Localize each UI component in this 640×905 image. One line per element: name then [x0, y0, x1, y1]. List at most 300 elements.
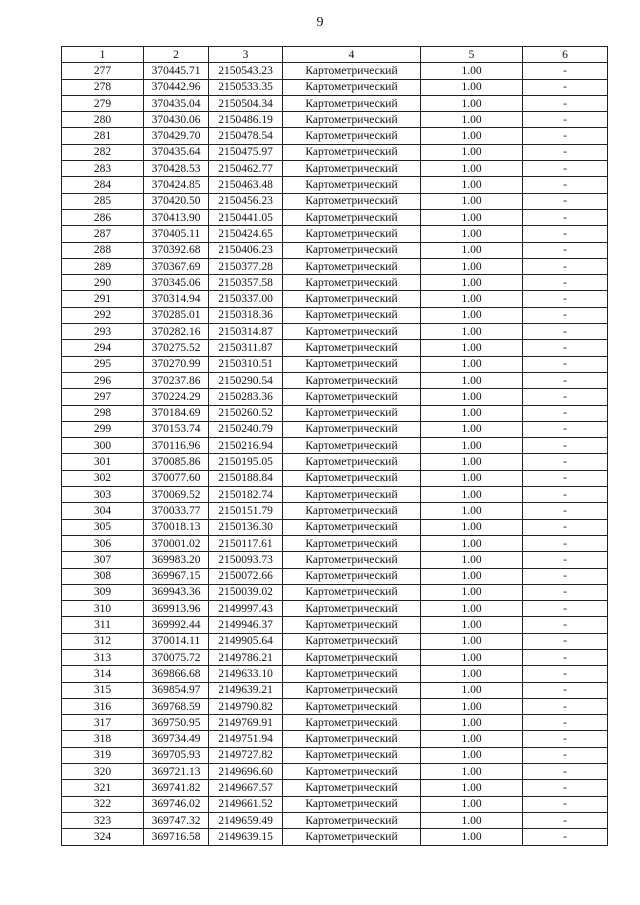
table-row: [62, 291, 608, 307]
table-cell: Картометрический: [283, 275, 421, 291]
table-row: [62, 438, 608, 454]
table-cell: -: [523, 552, 608, 568]
table-cell: 304: [62, 503, 144, 519]
table-cell: 1.00: [421, 324, 523, 340]
table-cell: 2150240.79: [209, 421, 283, 437]
table-cell: 1.00: [421, 438, 523, 454]
table-cell: 315: [62, 682, 144, 698]
table-cell: -: [523, 568, 608, 584]
table-cell: -: [523, 470, 608, 486]
table-cell: 2150260.52: [209, 405, 283, 421]
table-row: [62, 601, 608, 617]
table-cell: 310: [62, 601, 144, 617]
table-cell: -: [523, 340, 608, 356]
table-cell: 1.00: [421, 79, 523, 95]
table-cell: 369983.20: [144, 552, 209, 568]
table-cell: 308: [62, 568, 144, 584]
table-cell: -: [523, 633, 608, 649]
table-cell: -: [523, 780, 608, 796]
table-cell: 1.00: [421, 649, 523, 665]
table-cell: Картометрический: [283, 780, 421, 796]
table-cell: 322: [62, 796, 144, 812]
table-row: [62, 63, 608, 79]
table-cell: 1.00: [421, 405, 523, 421]
table-cell: -: [523, 519, 608, 535]
table-cell: 2150283.36: [209, 389, 283, 405]
table-cell: Картометрический: [283, 177, 421, 193]
table-cell: 2149661.52: [209, 796, 283, 812]
table-cell: 2150377.28: [209, 258, 283, 274]
table-cell: Картометрический: [283, 633, 421, 649]
table-cell: 313: [62, 649, 144, 665]
table-cell: 370430.06: [144, 112, 209, 128]
table-cell: 1.00: [421, 291, 523, 307]
table-cell: Картометрический: [283, 258, 421, 274]
table-cell: 370429.70: [144, 128, 209, 144]
table-cell: 2150182.74: [209, 487, 283, 503]
table-cell: 279: [62, 95, 144, 111]
table-cell: -: [523, 144, 608, 160]
table-cell: 1.00: [421, 780, 523, 796]
table-row: [62, 389, 608, 405]
table-cell: 1.00: [421, 226, 523, 242]
table-cell: 2149659.49: [209, 812, 283, 828]
table-cell: 369741.82: [144, 780, 209, 796]
table-cell: 2149696.60: [209, 764, 283, 780]
table-cell: 312: [62, 633, 144, 649]
table-cell: 370001.02: [144, 535, 209, 551]
table-row: [62, 698, 608, 714]
table-cell: Картометрический: [283, 731, 421, 747]
table-cell: 311: [62, 617, 144, 633]
table-cell: 2149727.82: [209, 747, 283, 763]
table-cell: 2150463.48: [209, 177, 283, 193]
table-cell: 370116.96: [144, 438, 209, 454]
table-row: [62, 764, 608, 780]
table-cell: Картометрический: [283, 454, 421, 470]
table-cell: 370413.90: [144, 209, 209, 225]
table-cell: -: [523, 275, 608, 291]
table-cell: 317: [62, 715, 144, 731]
table-cell: 2149786.21: [209, 649, 283, 665]
table-row: [62, 161, 608, 177]
table-cell: 2150310.51: [209, 356, 283, 372]
table-cell: -: [523, 209, 608, 225]
table-cell: Картометрический: [283, 438, 421, 454]
table-row: [62, 487, 608, 503]
table-cell: -: [523, 812, 608, 828]
table-cell: Картометрический: [283, 291, 421, 307]
table-cell: 286: [62, 209, 144, 225]
table-cell: 299: [62, 421, 144, 437]
table-header: [62, 47, 608, 63]
table-cell: 294: [62, 340, 144, 356]
table-cell: 1.00: [421, 503, 523, 519]
column-header: 4: [283, 47, 421, 63]
table-cell: Картометрический: [283, 372, 421, 388]
table-cell: Картометрический: [283, 715, 421, 731]
table-cell: 370224.29: [144, 389, 209, 405]
table-cell: 316: [62, 698, 144, 714]
table-cell: Картометрический: [283, 389, 421, 405]
table-cell: -: [523, 438, 608, 454]
table-row: [62, 128, 608, 144]
table-cell: 370424.85: [144, 177, 209, 193]
table-cell: 1.00: [421, 193, 523, 209]
table-row: [62, 666, 608, 682]
table-row: [62, 454, 608, 470]
table-cell: 2150072.66: [209, 568, 283, 584]
table-row: [62, 421, 608, 437]
table-cell: 370405.11: [144, 226, 209, 242]
table-cell: -: [523, 193, 608, 209]
table-cell: -: [523, 454, 608, 470]
table-row: [62, 340, 608, 356]
table-cell: 2150475.97: [209, 144, 283, 160]
table-cell: 2150533.35: [209, 79, 283, 95]
table-cell: 2150504.34: [209, 95, 283, 111]
table-cell: 307: [62, 552, 144, 568]
table-cell: -: [523, 535, 608, 551]
table-cell: 309: [62, 584, 144, 600]
table-cell: 302: [62, 470, 144, 486]
table-cell: 2149905.64: [209, 633, 283, 649]
table-cell: 2150039.02: [209, 584, 283, 600]
table-cell: Картометрический: [283, 307, 421, 323]
table-cell: Картометрический: [283, 487, 421, 503]
table-row: [62, 747, 608, 763]
table-cell: 1.00: [421, 747, 523, 763]
table-cell: 2149639.21: [209, 682, 283, 698]
table-cell: 1.00: [421, 389, 523, 405]
table-cell: 1.00: [421, 209, 523, 225]
table-cell: -: [523, 405, 608, 421]
table-cell: 1.00: [421, 519, 523, 535]
table-cell: Картометрический: [283, 226, 421, 242]
table-cell: -: [523, 291, 608, 307]
table-cell: 1.00: [421, 812, 523, 828]
table-cell: Картометрический: [283, 112, 421, 128]
table-cell: Картометрический: [283, 128, 421, 144]
table-cell: Картометрический: [283, 584, 421, 600]
coordinates-table: [61, 46, 608, 846]
table-cell: 1.00: [421, 601, 523, 617]
table-cell: 1.00: [421, 63, 523, 79]
table-cell: 1.00: [421, 552, 523, 568]
table-cell: 314: [62, 666, 144, 682]
table-cell: 370285.01: [144, 307, 209, 323]
table-cell: 369734.49: [144, 731, 209, 747]
table-cell: 2150216.94: [209, 438, 283, 454]
table-cell: Картометрический: [283, 764, 421, 780]
table-cell: Картометрический: [283, 649, 421, 665]
table-cell: Картометрический: [283, 552, 421, 568]
table-cell: Картометрический: [283, 209, 421, 225]
table-cell: 2150195.05: [209, 454, 283, 470]
table-row: [62, 193, 608, 209]
table-row: [62, 226, 608, 242]
table-cell: 2150337.00: [209, 291, 283, 307]
table-cell: 369716.58: [144, 829, 209, 845]
table-cell: 2150462.77: [209, 161, 283, 177]
table-cell: Картометрический: [283, 535, 421, 551]
table-cell: 370428.53: [144, 161, 209, 177]
table-cell: 369854.97: [144, 682, 209, 698]
table-cell: 305: [62, 519, 144, 535]
table-cell: 370033.77: [144, 503, 209, 519]
table-cell: Картометрический: [283, 340, 421, 356]
table-row: [62, 209, 608, 225]
table-cell: 370237.86: [144, 372, 209, 388]
table-row: [62, 112, 608, 128]
table-cell: 287: [62, 226, 144, 242]
table-cell: Картометрический: [283, 698, 421, 714]
column-header: 2: [144, 47, 209, 63]
table-cell: -: [523, 177, 608, 193]
table-cell: 1.00: [421, 666, 523, 682]
table-cell: 370345.06: [144, 275, 209, 291]
table-row: [62, 307, 608, 323]
table-row: [62, 633, 608, 649]
table-cell: -: [523, 796, 608, 812]
table-cell: 2149633.10: [209, 666, 283, 682]
table-cell: 370282.16: [144, 324, 209, 340]
table-cell: -: [523, 487, 608, 503]
table-cell: 369866.68: [144, 666, 209, 682]
table-cell: 1.00: [421, 568, 523, 584]
table-cell: 323: [62, 812, 144, 828]
table-cell: 369747.32: [144, 812, 209, 828]
column-header: 6: [523, 47, 608, 63]
table-cell: 1.00: [421, 682, 523, 698]
table-cell: 298: [62, 405, 144, 421]
table-cell: 2150117.61: [209, 535, 283, 551]
table-cell: 2150318.36: [209, 307, 283, 323]
table-cell: 290: [62, 275, 144, 291]
table-cell: 2150151.79: [209, 503, 283, 519]
table-cell: 1.00: [421, 617, 523, 633]
table-row: [62, 617, 608, 633]
table-cell: 318: [62, 731, 144, 747]
table-cell: 1.00: [421, 356, 523, 372]
table-cell: 369943.36: [144, 584, 209, 600]
table-cell: 1.00: [421, 829, 523, 845]
table-cell: -: [523, 226, 608, 242]
table-cell: Картометрический: [283, 242, 421, 258]
table-cell: -: [523, 389, 608, 405]
table-cell: 283: [62, 161, 144, 177]
table-row: [62, 552, 608, 568]
table-cell: Картометрический: [283, 682, 421, 698]
table-cell: 1.00: [421, 112, 523, 128]
table-cell: Картометрический: [283, 405, 421, 421]
table-row: [62, 649, 608, 665]
table-cell: Картометрический: [283, 503, 421, 519]
table-row: [62, 829, 608, 845]
table-cell: 370184.69: [144, 405, 209, 421]
table-cell: 370435.04: [144, 95, 209, 111]
table-cell: 369705.93: [144, 747, 209, 763]
table-cell: 277: [62, 63, 144, 79]
table-cell: 281: [62, 128, 144, 144]
table-cell: 297: [62, 389, 144, 405]
table-cell: 2150290.54: [209, 372, 283, 388]
table-cell: 369746.02: [144, 796, 209, 812]
table-row: [62, 144, 608, 160]
table-cell: 285: [62, 193, 144, 209]
table-cell: 370018.13: [144, 519, 209, 535]
table-cell: 1.00: [421, 535, 523, 551]
table-cell: 370442.96: [144, 79, 209, 95]
table-cell: 1.00: [421, 633, 523, 649]
table-cell: 282: [62, 144, 144, 160]
table-cell: 301: [62, 454, 144, 470]
table-cell: 369768.59: [144, 698, 209, 714]
table-cell: 1.00: [421, 764, 523, 780]
table-row: [62, 715, 608, 731]
table-cell: 370445.71: [144, 63, 209, 79]
table-row: [62, 535, 608, 551]
table-cell: -: [523, 242, 608, 258]
table-cell: 370077.60: [144, 470, 209, 486]
table-cell: -: [523, 584, 608, 600]
table-cell: 1.00: [421, 487, 523, 503]
table-cell: 2150478.54: [209, 128, 283, 144]
table-cell: 1.00: [421, 372, 523, 388]
table-cell: 1.00: [421, 731, 523, 747]
table-cell: -: [523, 698, 608, 714]
table-cell: 292: [62, 307, 144, 323]
table-cell: 370420.50: [144, 193, 209, 209]
table-cell: -: [523, 601, 608, 617]
table-cell: 1.00: [421, 128, 523, 144]
table-cell: 370270.99: [144, 356, 209, 372]
table-row: [62, 258, 608, 274]
table-cell: 1.00: [421, 161, 523, 177]
table-cell: 369750.95: [144, 715, 209, 731]
table-cell: -: [523, 503, 608, 519]
table-cell: 370392.68: [144, 242, 209, 258]
table-cell: 2150456.23: [209, 193, 283, 209]
table-cell: Картометрический: [283, 421, 421, 437]
table-cell: Картометрический: [283, 812, 421, 828]
table-cell: 2149639.15: [209, 829, 283, 845]
table-row: [62, 275, 608, 291]
table-cell: -: [523, 63, 608, 79]
table-cell: 1.00: [421, 584, 523, 600]
table-cell: 324: [62, 829, 144, 845]
table-cell: 284: [62, 177, 144, 193]
table-cell: Картометрический: [283, 829, 421, 845]
table-cell: 2149667.57: [209, 780, 283, 796]
column-header: 3: [209, 47, 283, 63]
table-cell: 369992.44: [144, 617, 209, 633]
table-cell: 1.00: [421, 177, 523, 193]
table-row: [62, 356, 608, 372]
table-row: [62, 584, 608, 600]
table-cell: Картометрический: [283, 796, 421, 812]
table-cell: -: [523, 747, 608, 763]
table-cell: 278: [62, 79, 144, 95]
table-cell: 2149790.82: [209, 698, 283, 714]
table-row: [62, 242, 608, 258]
table-cell: 2150357.58: [209, 275, 283, 291]
table-cell: 280: [62, 112, 144, 128]
table-cell: -: [523, 161, 608, 177]
table-cell: 2150093.73: [209, 552, 283, 568]
table-cell: 369967.15: [144, 568, 209, 584]
table-cell: 370075.72: [144, 649, 209, 665]
table-cell: Картометрический: [283, 79, 421, 95]
table-cell: -: [523, 356, 608, 372]
table-cell: Картометрический: [283, 601, 421, 617]
table-cell: 1.00: [421, 144, 523, 160]
table-cell: -: [523, 307, 608, 323]
page-number: 9: [316, 15, 324, 30]
table-cell: 289: [62, 258, 144, 274]
table-row: [62, 682, 608, 698]
table-cell: Картометрический: [283, 617, 421, 633]
table-cell: -: [523, 112, 608, 128]
table-cell: 370069.52: [144, 487, 209, 503]
table-cell: 319: [62, 747, 144, 763]
table-cell: 1.00: [421, 242, 523, 258]
table-cell: 1.00: [421, 275, 523, 291]
table-cell: 2149751.94: [209, 731, 283, 747]
table-cell: -: [523, 79, 608, 95]
table-cell: 1.00: [421, 340, 523, 356]
header-row: [62, 47, 608, 63]
table-cell: 295: [62, 356, 144, 372]
table-row: [62, 519, 608, 535]
table-cell: Картометрический: [283, 144, 421, 160]
table-cell: 2150311.87: [209, 340, 283, 356]
table-cell: 300: [62, 438, 144, 454]
table-cell: 2150188.84: [209, 470, 283, 486]
table-cell: 320: [62, 764, 144, 780]
table-cell: 321: [62, 780, 144, 796]
table-cell: 370085.86: [144, 454, 209, 470]
table-cell: 1.00: [421, 470, 523, 486]
table-cell: Картометрический: [283, 324, 421, 340]
table-cell: -: [523, 421, 608, 437]
column-header: 5: [421, 47, 523, 63]
table-row: [62, 568, 608, 584]
table-row: [62, 177, 608, 193]
table-cell: 2150424.65: [209, 226, 283, 242]
table-cell: -: [523, 617, 608, 633]
table-cell: Картометрический: [283, 63, 421, 79]
table-cell: 2149946.37: [209, 617, 283, 633]
table-cell: 288: [62, 242, 144, 258]
table-cell: 1.00: [421, 95, 523, 111]
table-row: [62, 812, 608, 828]
table-cell: Картометрический: [283, 519, 421, 535]
table-cell: Картометрический: [283, 470, 421, 486]
table-cell: 2150441.05: [209, 209, 283, 225]
table-row: [62, 503, 608, 519]
table-cell: 2149997.43: [209, 601, 283, 617]
table-row: [62, 780, 608, 796]
table-cell: 370275.52: [144, 340, 209, 356]
table-row: [62, 324, 608, 340]
table-cell: 2150543.23: [209, 63, 283, 79]
table-cell: 370014.11: [144, 633, 209, 649]
table-cell: -: [523, 258, 608, 274]
table-cell: 369721.13: [144, 764, 209, 780]
column-header: 1: [62, 47, 144, 63]
table-cell: Картометрический: [283, 161, 421, 177]
